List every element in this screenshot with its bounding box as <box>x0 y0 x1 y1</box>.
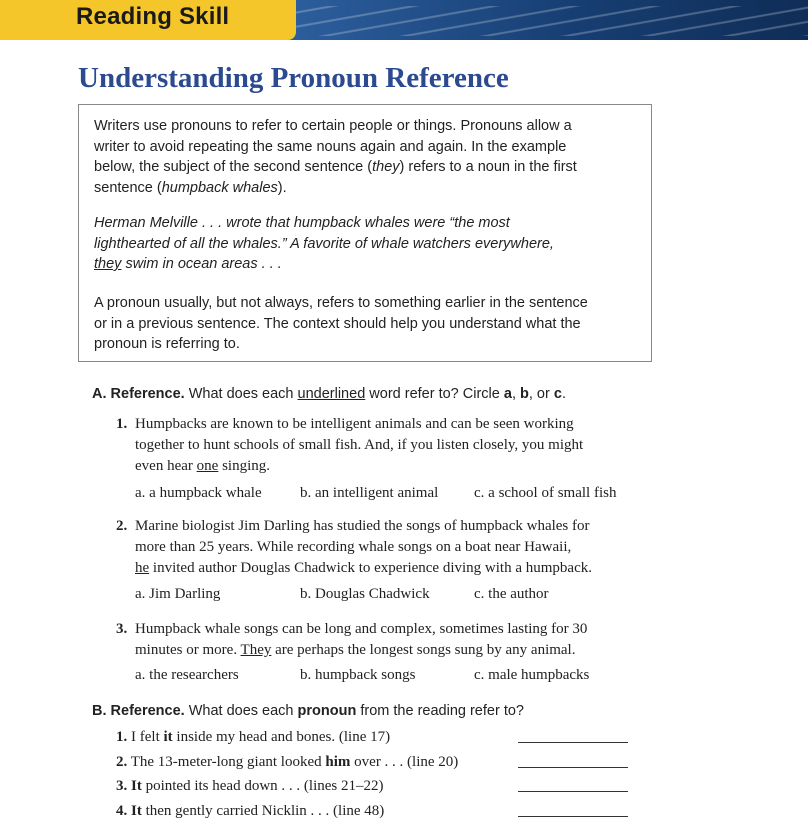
b1-answer-blank[interactable] <box>518 742 628 743</box>
example-they: they <box>94 256 122 272</box>
q1-option-c[interactable]: c. a school of small fish <box>474 485 617 501</box>
q2-line-3-b: invited author Douglas Chadwick to experience diving with a humpback. <box>149 560 592 576</box>
section-a-label: A. Reference. <box>92 386 185 402</box>
q2-option-a[interactable]: a. Jim Darling <box>135 586 221 602</box>
section-a-prompt-underlined: underlined <box>297 386 366 402</box>
section-b-label: B. Reference. <box>92 703 185 719</box>
q1-line-1: Humpbacks are known to be intelligent animals and can be seen working <box>135 416 574 432</box>
b2-pre: The 13-meter-long giant looked <box>130 754 326 770</box>
b-item-number: 4. <box>116 803 128 819</box>
b1-post: inside my head and bones. (line 17) <box>172 729 391 745</box>
question-text <box>135 619 660 661</box>
intro-line-3-a: below, the subject of the second sentence ( <box>94 159 373 175</box>
b4-answer-blank[interactable] <box>518 816 628 817</box>
header-banner <box>0 0 808 40</box>
intro-they: they <box>372 159 400 175</box>
section-a-heading <box>92 386 566 402</box>
example-line-3-rest: swim in ocean areas . . . <box>121 256 282 272</box>
question-number: 3. <box>116 621 128 637</box>
choice-a-letter: a <box>503 386 512 402</box>
b4-post: then gently carried Nicklin . . . (line 48) <box>141 803 385 819</box>
q2-option-c[interactable]: c. the author <box>474 586 549 602</box>
b-item-number: 2. <box>116 754 128 770</box>
b4-pronoun: It <box>131 803 142 819</box>
b3-answer-blank[interactable] <box>518 791 628 792</box>
q1-line-2: together to hunt schools of small fish. And, if you listen closely, you might <box>135 437 584 453</box>
b3-pronoun: It <box>131 778 142 794</box>
q1-option-b[interactable]: b. an intelligent animal <box>300 485 439 501</box>
page-title: Understanding Pronoun Reference <box>78 62 509 94</box>
prompt-end: . <box>561 386 566 402</box>
b2-post: over . . . (line 20) <box>350 754 459 770</box>
rule-line-3: pronoun is referring to. <box>94 336 240 352</box>
intro-line-4-b: ). <box>277 179 287 196</box>
sep-2: , or <box>528 386 554 402</box>
ocean-wave-image <box>290 6 808 36</box>
q3-option-b[interactable]: b. humpback songs <box>300 667 416 683</box>
b1-pronoun: it <box>163 729 173 745</box>
section-a-prompt-2: word refer to? Circle <box>365 386 504 402</box>
question-text <box>135 414 660 477</box>
rule-line-1: A pronoun usually, but not always, refers to something earlier in the sentence <box>94 295 588 311</box>
intro-line-4 <box>94 178 639 199</box>
intro-humpback: humpback whales <box>161 179 278 196</box>
section-b-heading <box>92 703 524 719</box>
section-b-prompt-2: from the reading refer to? <box>356 703 524 719</box>
example-line-3 <box>94 254 639 275</box>
q3-line-2-a: minutes or more. <box>135 642 241 658</box>
example-line-2: lighthearted of all the whales.” A favorite of whale watchers everywhere, <box>94 235 554 252</box>
b3-post: pointed its head down . . . (lines 21–22) <box>141 778 384 794</box>
sep-1: , <box>511 386 521 402</box>
q3-option-c[interactable]: c. male humpbacks <box>474 667 590 683</box>
example-quote <box>94 213 639 275</box>
b2-answer-blank[interactable] <box>518 767 628 768</box>
intro-line-4-a: sentence ( <box>94 179 162 196</box>
q1-line-3-b: singing. <box>218 458 270 474</box>
section-tab <box>0 0 296 40</box>
q1-line-3 <box>135 456 660 477</box>
b2-pronoun: him <box>325 754 351 770</box>
intro-line-1: Writers use pronouns to refer to certain people or things. Pronouns allow a <box>94 118 572 134</box>
q2-line-2: more than 25 years. While recording whale songs on a boat near Hawaii, <box>135 539 572 555</box>
q3-option-a[interactable]: a. the researchers <box>135 667 239 683</box>
q3-line-2-b: are perhaps the longest songs sung by any animal. <box>271 642 576 658</box>
b-item-number: 1. <box>116 729 128 745</box>
intro-paragraph <box>94 116 639 198</box>
q2-option-b[interactable]: b. Douglas Chadwick <box>300 586 430 602</box>
q1-line-3-a: even hear <box>135 458 197 474</box>
question-number: 1. <box>116 416 128 432</box>
intro-line-2: writer to avoid repeating the same nouns again and again. In the example <box>94 138 567 155</box>
b1-pre: I felt <box>131 729 164 745</box>
question-number: 2. <box>116 518 128 534</box>
q2-line-1: Marine biologist Jim Darling has studied the songs of humpback whales for <box>135 518 590 534</box>
b-item-number: 3. <box>116 778 128 794</box>
b-item-2 <box>116 754 458 771</box>
q2-underlined-word: he <box>135 560 150 576</box>
section-a-prompt-1: What does each <box>184 386 298 402</box>
intro-line-3-b: ) refers to a noun in the first <box>399 159 577 175</box>
q1-underlined-word: one <box>196 458 219 474</box>
q3-line-1: Humpback whale songs can be long and complex, sometimes lasting for 30 <box>135 621 588 637</box>
q1-option-a[interactable]: a. a humpback whale <box>135 485 262 501</box>
b-item-3 <box>116 778 383 795</box>
rule-paragraph <box>94 293 639 355</box>
example-line-1: Herman Melville . . . wrote that humpback whales were “the most <box>94 215 510 231</box>
b-item-1 <box>116 729 390 746</box>
section-tab-label: Reading Skill <box>76 3 230 30</box>
section-b-prompt-bold: pronoun <box>297 703 357 719</box>
choice-b-letter: b <box>520 386 529 402</box>
rule-line-2: or in a previous sentence. The context should help you understand what the <box>94 315 581 332</box>
section-b-prompt-1: What does each <box>184 703 298 719</box>
q3-underlined-word: They <box>240 642 272 658</box>
b-item-4 <box>116 803 384 820</box>
q2-line-3 <box>135 558 660 579</box>
question-text <box>135 516 660 579</box>
choice-c-letter: c <box>553 386 562 402</box>
q3-line-2 <box>135 640 660 661</box>
intro-line-3 <box>94 157 639 178</box>
